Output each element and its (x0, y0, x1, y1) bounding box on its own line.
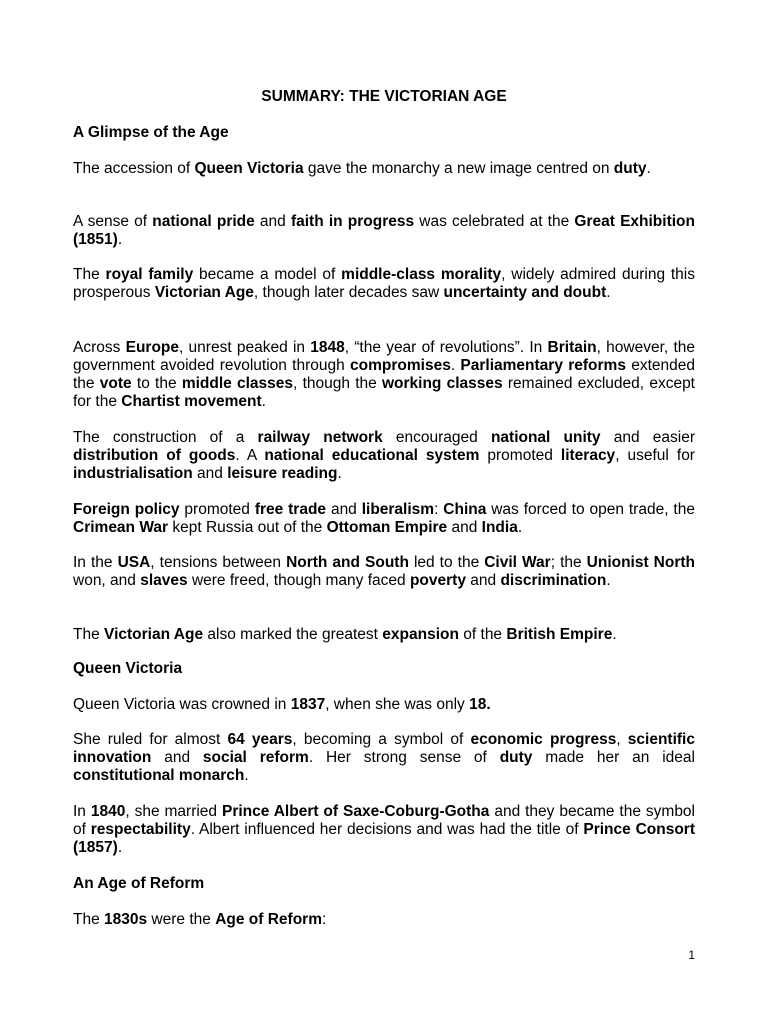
bold-term: expansion (382, 626, 459, 643)
bold-term: railway network (257, 429, 383, 446)
bold-term: faith in progress (290, 213, 415, 230)
text-run: encouraged (382, 429, 491, 446)
paragraph (73, 339, 695, 411)
text-run: were freed, though many faced (187, 572, 410, 589)
paragraph (73, 266, 695, 302)
document-title: SUMMARY: THE VICTORIAN AGE (261, 88, 507, 105)
text-run: , (616, 731, 628, 748)
bold-term: Crimean War (73, 519, 169, 536)
bold-term: social reform (202, 749, 309, 766)
text-run: and (447, 519, 482, 536)
bold-term: compromises (350, 357, 451, 374)
bold-term: North and South (286, 554, 409, 571)
text-run: A sense of (73, 213, 153, 230)
text-run: In (73, 803, 91, 820)
bold-term: middle-class morality (341, 266, 502, 283)
text-run: promoted (179, 501, 255, 518)
paragraph (73, 501, 695, 537)
bold-term: poverty (409, 572, 466, 589)
bold-term: middle classes (181, 375, 294, 392)
text-run: led to the (408, 554, 485, 571)
bold-term: working classes (381, 375, 503, 392)
bold-term: 1830s (104, 911, 148, 928)
text-run: to the (131, 375, 182, 392)
bold-term: economic progress (470, 731, 617, 748)
bold-term: liberalism (361, 501, 435, 518)
text-run: and (326, 501, 362, 518)
bold-term: Parliamentary reforms (460, 357, 626, 374)
bold-term: 1840 (90, 803, 126, 820)
text-run: gave the monarchy a new image centred on (303, 160, 614, 177)
text-run: The (73, 626, 105, 643)
bold-term: scientific innovation (73, 731, 695, 766)
bold-term: Victorian Age (154, 284, 254, 301)
text-run: . (261, 393, 266, 410)
text-run: and (254, 213, 291, 230)
text-run: . (117, 839, 123, 856)
text-run: and (465, 572, 501, 589)
section-heading-queen: Queen Victoria (73, 660, 183, 677)
bold-term: Europe (125, 339, 180, 356)
bold-term: duty (613, 160, 647, 177)
bold-term: 64 years (227, 731, 293, 748)
bold-term: India (481, 519, 518, 536)
bold-term: China (443, 501, 487, 518)
text-run: was forced to open trade, the (486, 501, 695, 518)
text-run: . (606, 572, 611, 589)
bold-term: discrimination (500, 572, 607, 589)
section-heading-glimpse: A Glimpse of the Age (73, 124, 229, 141)
paragraph (73, 626, 695, 644)
bold-term: Ottoman Empire (326, 519, 448, 536)
bold-term: Victorian Age (104, 626, 204, 643)
text-run: , she married (125, 803, 222, 820)
text-run: , however, the government avoided revolution through (73, 339, 695, 374)
text-run: . (450, 357, 461, 374)
bold-term: British Empire (506, 626, 613, 643)
bold-term: USA (117, 554, 151, 571)
text-run: , widely admired during this prosperous (73, 266, 695, 301)
bold-term: Civil War (484, 554, 551, 571)
text-run: . (117, 231, 123, 248)
bold-term: Foreign policy (73, 501, 180, 518)
bold-term: Prince Consort (1857) (73, 821, 696, 856)
bold-term: royal family (105, 266, 194, 283)
bold-term: literacy (560, 447, 616, 464)
bold-term: Britain (547, 339, 597, 356)
text-run: . (517, 519, 523, 536)
bold-term: national educational system (264, 447, 480, 464)
text-run: , tensions between (150, 554, 287, 571)
bold-term: duty (499, 749, 533, 766)
bold-term: Great Exhibition (1851) (73, 213, 695, 248)
text-run: , useful for (615, 447, 695, 464)
text-run: were the (147, 911, 216, 928)
text-run: also marked the greatest (203, 626, 383, 643)
bold-term: national pride (152, 213, 255, 230)
text-run: : (434, 501, 444, 518)
section-heading-reform: An Age of Reform (73, 875, 205, 892)
bold-term: national unity (490, 429, 601, 446)
bold-term: distribution of goods (73, 447, 236, 464)
paragraph (73, 160, 695, 178)
text-run: . (244, 767, 249, 784)
bold-term: constitutional monarch (73, 767, 245, 784)
bold-term: industrialisation (73, 465, 193, 482)
paragraph (73, 554, 695, 590)
text-run: She ruled for almost (73, 731, 228, 748)
bold-term: Chartist movement (121, 393, 262, 410)
bold-term: 1848 (310, 339, 345, 356)
text-run: , becoming a symbol of (292, 731, 471, 748)
text-run: and (192, 465, 228, 482)
paragraph (73, 696, 695, 714)
text-run: Across (73, 339, 126, 356)
bold-term: respectability (90, 821, 191, 838)
text-run: was celebrated at the (414, 213, 575, 230)
text-run: won, and (73, 572, 141, 589)
bold-term: free trade (254, 501, 327, 518)
paragraph (73, 803, 695, 857)
paragraph (73, 213, 695, 249)
text-run: , when she was only (325, 696, 470, 713)
text-run: The (73, 911, 105, 928)
paragraph (73, 911, 695, 929)
text-run: . (606, 284, 611, 301)
bold-term: vote (99, 375, 132, 392)
paragraph (73, 429, 695, 483)
bold-term: uncertainty and doubt (443, 284, 607, 301)
text-run: The (73, 266, 106, 283)
bold-term: Queen Victoria (194, 160, 304, 177)
text-run: , unrest peaked in (179, 339, 311, 356)
text-run: . (337, 465, 342, 482)
bold-term: leisure reading (227, 465, 338, 482)
bold-term: Prince Albert of Saxe-Coburg-Gotha (221, 803, 490, 820)
text-run: . (612, 626, 617, 643)
text-run: and easier (600, 429, 695, 446)
text-run: In the (73, 554, 118, 571)
text-run: of the (458, 626, 507, 643)
text-run: The accession of (73, 160, 195, 177)
text-run: promoted (479, 447, 561, 464)
bold-term: slaves (140, 572, 188, 589)
text-run: became a model of (193, 266, 342, 283)
text-run: kept Russia out of the (168, 519, 327, 536)
text-run: , though later decades saw (253, 284, 444, 301)
bold-term: 18. (469, 696, 491, 713)
text-run: . (646, 160, 651, 177)
text-run: remained excluded, except for the (73, 375, 695, 410)
text-run: ; the (550, 554, 587, 571)
text-run: . Albert influenced her decisions and was had the title of (190, 821, 584, 838)
text-run: and (151, 749, 203, 766)
text-run: . A (235, 447, 265, 464)
text-run: , “the year of revolutions”. In (344, 339, 548, 356)
page-number: 1 (688, 948, 695, 962)
text-run: , though the (293, 375, 382, 392)
text-run: and they became the symbol of (73, 803, 696, 838)
bold-term: Age of Reform (215, 911, 322, 928)
text-run: Queen Victoria was crowned in (73, 696, 291, 713)
text-run: The construction of a (73, 429, 258, 446)
bold-term: Unionist North (586, 554, 696, 571)
bold-term: 1837 (290, 696, 326, 713)
text-run: : (321, 911, 327, 928)
paragraph (73, 731, 695, 785)
text-run: made her an ideal (532, 749, 695, 766)
text-run: . Her strong sense of (308, 749, 500, 766)
text-run: extended the (73, 357, 696, 392)
